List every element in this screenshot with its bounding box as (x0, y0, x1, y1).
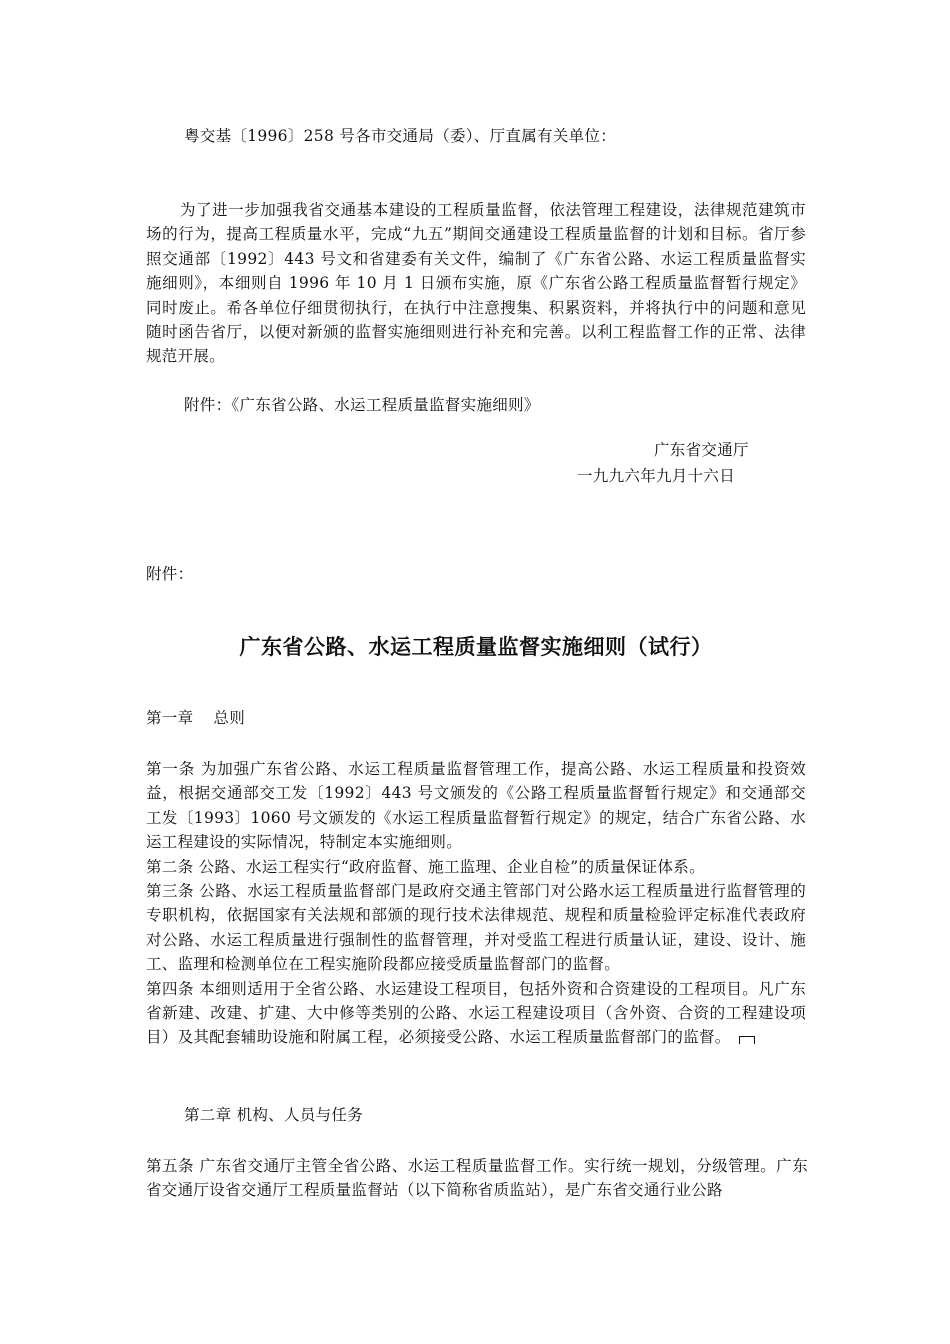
document-title: 广东省公路、水运工程质量监督实施细则（试行） (239, 635, 713, 659)
article-5: 第五条 广东省交通厅主管全省公路、水运工程质量监督工作。实行统一规划，分级管理。广东省交通厅设省交通厅工程质量监督站（以下简称省质监站），是广东省交通行业公路 (146, 1157, 808, 1200)
articles-section (146, 757, 806, 1050)
intro-paragraph: 为了进一步加强我省交通基本建设的工程质量监督，依法管理工程建设，法律规范建筑市场的行为，提高工程质量水平，完成“九五”期间交通建设工程质量监督的计划和目标。省厅参照交通部〔1992〕443 号文和省建委有关文件，编制了《广东省公路、水运工程质量监督实施细则》，本细则自 1996 年 10 月 1 日颁布实施，原《广东省公路工程质量监督暂行规定》同时废止。希各单位仔细贯彻执行，在执行中注意搜集、积累资料，并将执行中的问题和意见随时函告省厅，以便对新颁的监督实施细则进行补充和完善。以利工程监督工作的正常、法律规范开展。 (146, 201, 806, 366)
article-4 (146, 977, 806, 1050)
signature-date: 一九九六年九月十六日 (577, 467, 736, 485)
article-4-text: 第四条 本细则适用于全省公路、水运建设工程项目，包括外资和合资建设的工程项目。凡广东省新建、改建、扩建、大中修等类别的公路、水运工程建设项目（含外资、合资的工程建设项目）及其配套辅助设施和附属工程，必须接受公路、水运工程质量监督部门的监督。 (146, 979, 806, 1047)
attachment-label: 附件： (146, 565, 194, 583)
bracket-mark-icon (739, 1036, 755, 1044)
signature-organization: 广东省交通厅 (654, 441, 749, 459)
chapter-heading (146, 706, 806, 730)
chapter-2-heading: 第二章 机构、人员与任务 (184, 1106, 364, 1124)
attachment-note: 附件：《广东省公路、水运工程质量监督实施细则》 (184, 396, 540, 414)
notice-recipient-line: 粤交基〔1996〕258 号各市交通局（委）、厅直属有关单位： (184, 127, 617, 145)
article-2: 第二条 公路、水运工程实行“政府监督、施工监理、企业自检”的质量保证体系。 (146, 857, 705, 876)
article-1: 第一条 为加强广东省公路、水运工程质量监督管理工作，提高公路、水运工程质量和投资效益，根据交通部交工发〔1992〕443 号文颁发的《公路工程质量监督暂行规定》和交通部交工发〔1993〕1060 号文颁发的《水运工程质量监督暂行规定》的规定，结合广东省公路、水运工程建设的实际情况，特制定本实施细则。 (146, 760, 806, 852)
chapter-name: 总则 (213, 709, 246, 727)
chapter-number: 第一章 (146, 709, 194, 727)
article-3: 第三条 公路、水运工程质量监督部门是政府交通主管部门对公路水运工程质量进行监督管理的专职机构，依据国家有关法规和部颁的现行技术法律规范、规程和质量检验评定标准代表政府对公路、水运工程质量进行强制性的监督管理，并对受监工程进行质量认证，建设、设计、施工、监理和检测单位在工程实施阶段都应接受质量监督部门的监督。 (146, 882, 806, 974)
chapter-2-articles (146, 1154, 808, 1203)
